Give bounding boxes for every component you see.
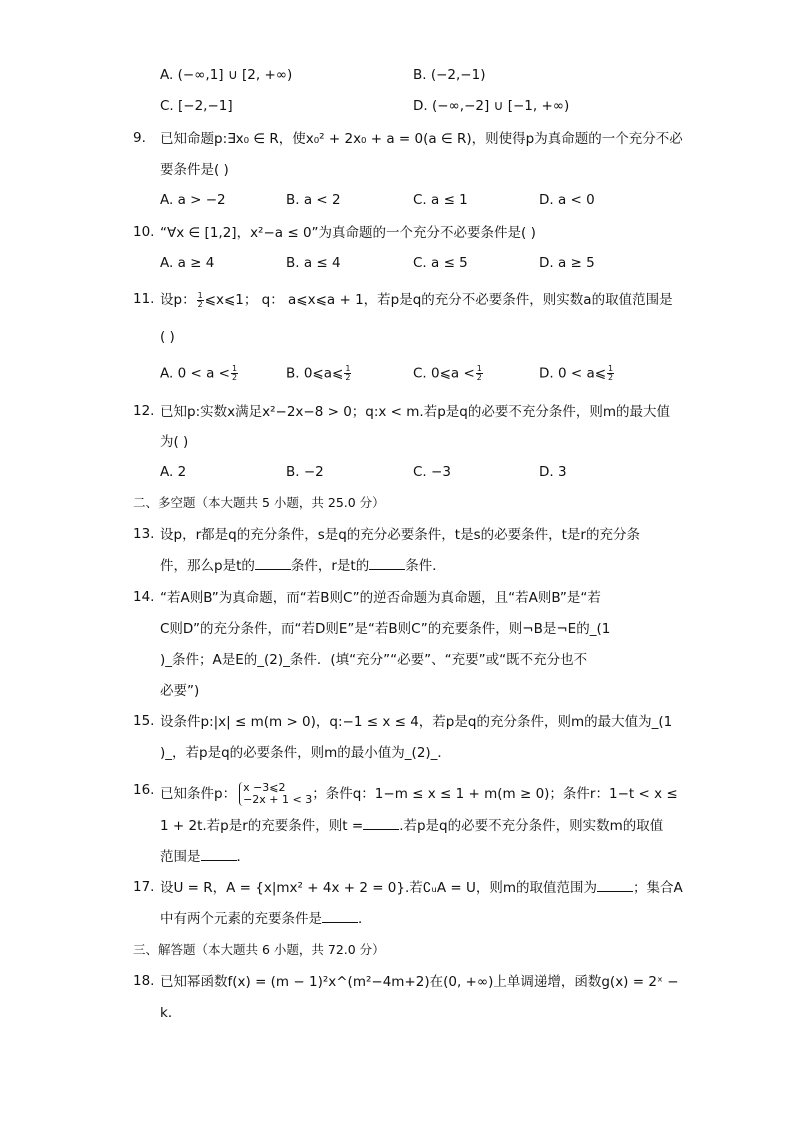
q12-number: 12. [133,403,155,419]
q11-option-b: B. 0⩽a⩽ $\frac{1}{2}$ [286,364,351,382]
q11-p-label: 设p： [160,292,196,308]
q11-option-d: D. 0 < a⩽ $\frac{1}{2}$ [539,364,614,382]
q17-blank-1 [597,879,633,892]
section-3-heading: 三、解答题（本大题共 6 小题，共 72.0 分） [133,942,385,957]
q16-inequality-system: x −3⩽2 −2x + 1 < 3 [239,782,312,806]
q18-number: 18. [133,973,155,989]
q10-option-d: D. a ≥ 5 [539,255,595,271]
q9-option-c: C. a ≤ 1 [413,192,468,208]
q15-number: 15. [133,713,155,729]
q16-stem-line3: 范围是 ． [160,849,250,865]
q18-stem-line2: k． [160,1005,182,1021]
q10-option-b: B. a ≤ 4 [286,255,341,271]
q9-number: 9. [133,130,146,146]
q16-number: 16. [133,782,155,798]
q16-stem-line1: 已知条件p： x −3⩽2 −2x + 1 < 3 ；条件q：1−m ≤ x ≤ 1 + m(m ≥ 0)；条件r：1−t < x ≤ [160,781,678,806]
q10-stem-line1: “∀x ∈ [1,2]，x²−a ≤ 0”为真命题的一个充分不必要条件是( ) [160,225,536,241]
q11-stem-line2: ( ) [160,329,175,345]
q11-stem-line1 [160,291,673,309]
q15-stem-line2: )_，若p是q的必要条件，则m的最小值为_(2)_． [160,745,451,761]
q17-stem-line1: 设U = R，A = {x|mx² + 4x + 2 = 0}.若∁ᵤA = U，则m的取值范围为 ；集合A [160,880,683,896]
section-2-heading: 二、多空题（本大题共 5 小题，共 25.0 分） [133,495,385,510]
q15-stem-line1: 设条件p:|x| ≤ m(m > 0)，q:−1 ≤ x ≤ 4，若p是q的充分条件，则m的最大值为_(1 [160,714,673,730]
q12-stem-line2: 为( ) [160,434,189,450]
q11-number: 11. [133,291,155,307]
q13-number: 13. [133,526,155,542]
q10-option-c: C. a ≤ 5 [413,255,468,271]
q17-number: 17. [133,879,155,895]
q17-blank-2 [322,910,358,923]
q16-blank-2 [201,848,237,861]
q8-option-c: C. [−2,−1] [160,98,233,114]
q9-stem-line2: 要条件是( ) [160,162,229,178]
q13-stem-line1: 设p，r都是q的充分条件，s是q的充分必要条件，t是s的必要条件，t是r的充分条 [160,527,640,543]
q11-option-a: A. 0 < a < $\frac{1}{2}$ [160,364,238,382]
q13-blank-2 [369,557,405,570]
q12-option-b: B. −2 [286,464,324,480]
q16-blank-1 [363,817,399,830]
q8-option-a: A. (−∞,1] ∪ [2, +∞) [160,67,293,83]
q12-option-a: A. 2 [160,464,187,480]
q14-stem-line2: C则D”的充分条件，而“若D则E”是“若B则C”的充要条件，则¬B是¬E的_(1 [160,621,611,637]
q9-option-b: B. a < 2 [286,192,341,208]
q14-number: 14. [133,589,155,605]
q16-stem-line2: 1 + 2t.若p是r的充要条件，则t = .若p是q的必要不充分条件，则实数m的取值 [160,818,664,834]
q14-stem-line3: )_条件；A是E的_(2)_条件．(填“充分”“必要”、“充要”或“既不充分也不 [160,652,588,668]
q8-option-d: D. (−∞,−2] ∪ [−1, +∞) [413,98,570,114]
q9-option-a: A. a > −2 [160,192,226,208]
q17-stem-line2: 中有两个元素的充要条件是 ． [160,911,372,927]
q10-option-a: A. a ≥ 4 [160,255,215,271]
q14-stem-line1: “若A则B”为真命题，而“若B则C”的逆否命题为真命题，且“若A则B”是“若 [160,590,601,606]
q12-stem-line1: 已知p:实数x满足x²−2x−8 > 0；q:x < m.若p是q的必要不充分条件，则m的最大值 [160,404,671,420]
q10-number: 10. [133,224,155,240]
q18-stem-line1: 已知幂函数f(x) = (m − 1)²x^(m²−4m+2)在(0, +∞)上单调递增，函数g(x) = 2ˣ − [160,974,679,990]
q8-option-b: B. (−2,−1) [413,67,486,83]
q12-option-c: C. −3 [413,464,451,480]
q9-option-d: D. a < 0 [539,192,595,208]
q11-option-c: C. 0⩽a < $\frac{1}{2}$ [413,364,482,382]
q11-fraction: $\frac{1}{2}$ [197,290,203,309]
q13-stem-line2: 件，那么p是t的 条件，r是t的 条件． [160,558,446,574]
q13-blank-1 [255,557,291,570]
q9-stem-line1: 已知命题p:∃x₀ ∈ R，使x₀² + 2x₀ + a = 0(a ∈ R)，则使得p为真命题的一个充分不必 [160,131,683,147]
q11-stem-text: ⩽x⩽1； q： a⩽x⩽a + 1，若p是q的充分不必要条件，则实数a的取值范围是 [204,292,673,308]
q14-stem-line4: 必要”) [160,683,200,699]
q12-option-d: D. 3 [539,464,567,480]
